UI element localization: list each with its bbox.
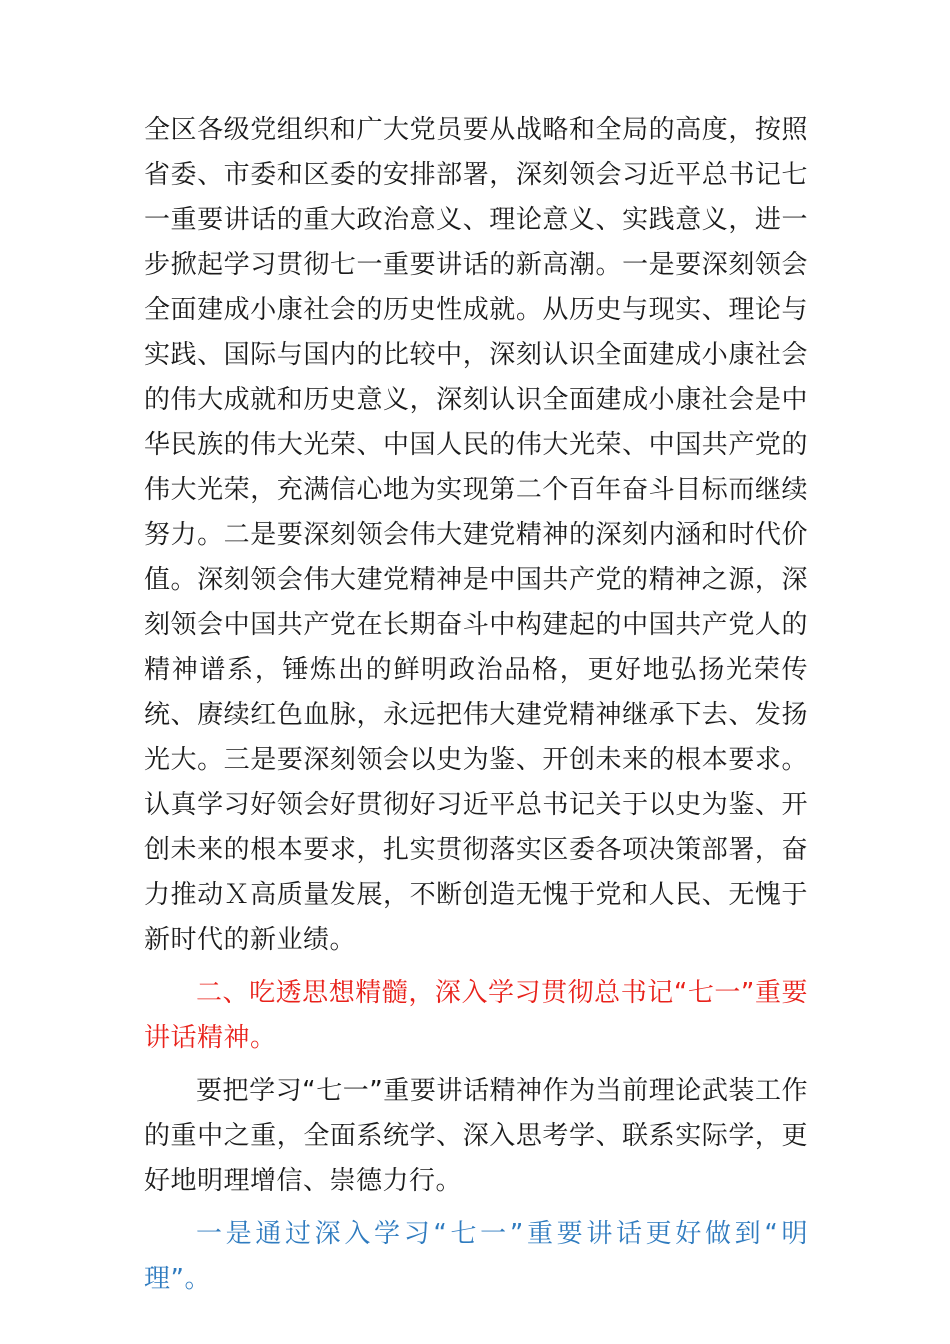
document-page	[144, 108, 808, 1302]
body-paragraph-2: 要把学习“七一”重要讲话精神作为当前理论武装工作的重中之重，全面系统学、深入思考学、联系实际学，更好地明理增信、崇德力行。	[144, 1076, 808, 1196]
body-paragraph-1: 全区各级党组织和广大党员要从战略和全局的高度，按照省委、市委和区委的安排部署，深刻领会习近平总书记七一重要讲话的重大政治意义、理论意义、实践意义，进一步掀起学习贯彻七一重要讲话的新高潮。一是要深刻领会全面建成小康社会的历史性成就。从历史与现实、理论与实践、国际与国内的比较中，深刻认识全面建成小康社会的伟大成就和历史意义，深刻认识全面建成小康社会是中华民族的伟大光荣、中国人民的伟大光荣、中国共产党的伟大光荣，充满信心地为实现第二个百年奋斗目标而继续努力。二是要深刻领会伟大建党精神的深刻内涵和时代价值。深刻领会伟大建党精神是中国共产党的精神之源，深刻领会中国共产党在长期奋斗中构建起的中国共产党人的精神谱系，锤炼出的鲜明政治品格，更好地弘扬光荣传统、赓续红色血脉，永远把伟大建党精神继承下去、发扬光大。三是要深刻领会以史为鉴、开创未来的根本要求。认真学习好领会好贯彻好习近平总书记关于以史为鉴、开创未来的根本要求，扎实贯彻落实区委各项决策部署，奋力推动Ｘ高质量发展，不断创造无愧于党和人民、无愧于新时代的新业绩。	[144, 115, 808, 955]
section-heading-2: 二、吃透思想精髓，深入学习贯彻总书记“七一”重要讲话精神。	[144, 978, 808, 1053]
subheading-1: 一是通过深入学习“七一”重要讲话更好做到“明理”。	[144, 1219, 808, 1294]
